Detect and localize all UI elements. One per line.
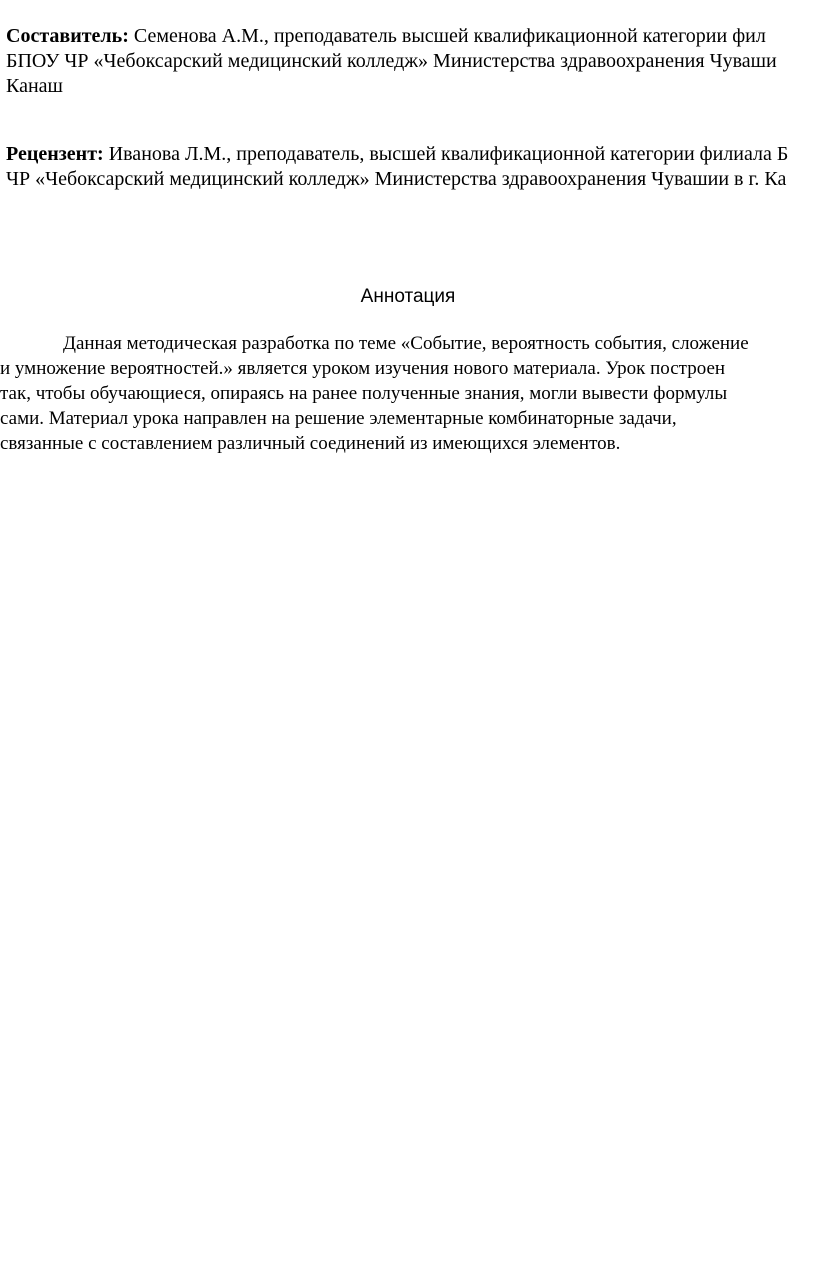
annotation-title: Аннотация xyxy=(360,286,456,307)
reviewer-line-1 xyxy=(6,142,788,167)
compiler-label: Составитель: xyxy=(6,25,129,47)
compiler-section xyxy=(6,24,777,99)
reviewer-label: Рецензент: xyxy=(6,143,104,165)
compiler-text-1: Семенова А.М., преподаватель высшей квалификационной категории фил xyxy=(128,25,766,47)
reviewer-text-1: Иванова Л.М., преподаватель, высшей квалификационной категории филиала Б xyxy=(103,143,789,165)
compiler-line-1 xyxy=(6,24,777,49)
reviewer-section xyxy=(6,142,788,192)
annotation-line: и умножение вероятностей.» является уроком изучения нового материала. Урок построен xyxy=(0,358,726,379)
annotation-paragraph xyxy=(0,331,816,456)
annotation-line: так, чтобы обучающиеся, опираясь на ранее полученные знания, могли вывести формулы xyxy=(0,383,728,404)
annotation-line: Данная методическая разработка по теме «Событие, вероятность события, сложение xyxy=(63,333,749,354)
annotation-line: сами. Материал урока направлен на решение элементарные комбинаторные задачи, xyxy=(0,408,677,429)
reviewer-line-2: ЧР «Чебоксарский медицинский колледж» Министерства здравоохранения Чувашии в г. Ка xyxy=(6,168,787,190)
compiler-line-3: Канаш xyxy=(6,75,63,97)
annotation-line: связанные с составлением различный соединений из имеющихся элементов. xyxy=(0,433,621,454)
compiler-line-2: БПОУ ЧР «Чебоксарский медицинский колледж» Министерства здравоохранения Чуваши xyxy=(6,50,777,72)
